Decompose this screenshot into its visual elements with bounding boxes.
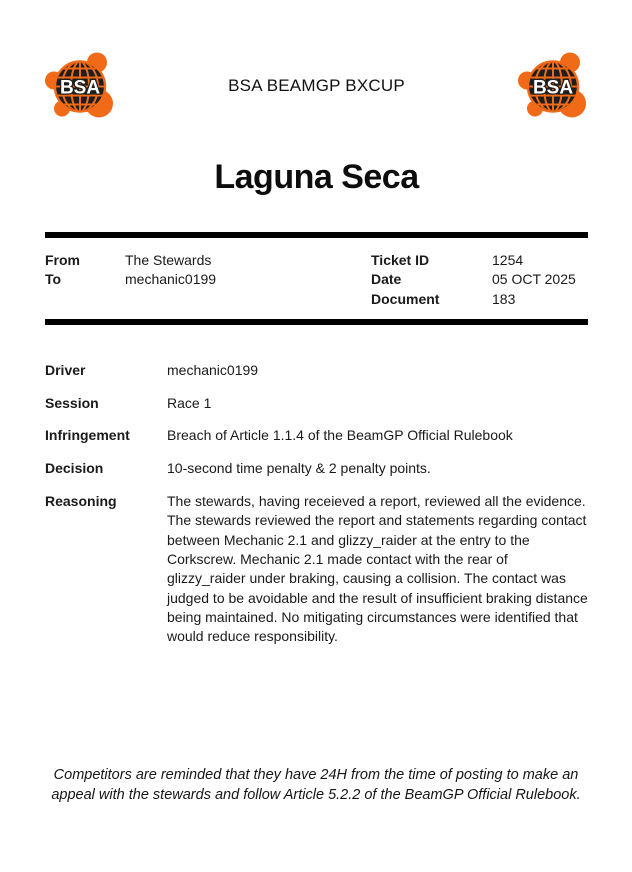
meta-row-document (371, 290, 588, 309)
meta-value-ticket-id: 1254 (492, 252, 524, 268)
series-title: BSA BEAMGP BXCUP (228, 75, 405, 95)
field-row-driver (45, 361, 588, 380)
field-value-infringement: Breach of Article 1.1.4 of the BeamGP Official Rulebook (167, 427, 513, 444)
field-label-reasoning: Reasoning (45, 493, 117, 510)
field-row-infringement (45, 426, 588, 445)
meta-row-date (371, 270, 588, 289)
meta-column-right (371, 251, 588, 309)
logo-text: BSA (59, 77, 101, 99)
meta-section (45, 238, 588, 319)
meta-column-left (45, 251, 371, 309)
field-label-decision: Decision (45, 460, 104, 477)
meta-label-document: Document (371, 290, 440, 307)
divider-bar-bottom (45, 319, 588, 325)
field-value-driver: mechanic0199 (167, 361, 259, 378)
meta-label-from: From (45, 252, 80, 268)
meta-value-from: The Stewards (125, 252, 212, 268)
meta-label-ticket-id: Ticket ID (371, 252, 430, 268)
meta-row-ticket-id (371, 251, 588, 270)
decision-fields (45, 361, 588, 647)
meta-row-to (45, 270, 371, 289)
meta-label-date: Date (371, 271, 402, 288)
field-label-driver: Driver (45, 361, 86, 378)
field-row-decision (45, 459, 588, 478)
appeal-reminder-note: Competitors are reminded that they have 24H from the time of posting to make an appeal with the stewards and follow Article 5.2.2 of the BeamGP Official Rulebook. (51, 767, 581, 803)
logo-text: BSA (532, 77, 574, 99)
meta-label-to: To (45, 271, 62, 288)
field-value-decision: 10-second time penalty & 2 penalty points. (167, 460, 431, 477)
meta-value-document: 183 (492, 290, 516, 307)
bsa-globe-logo-left (45, 50, 115, 121)
field-label-session: Session (45, 394, 99, 411)
page-title: Laguna Seca (214, 158, 419, 196)
meta-value-date: 05 OCT 2025 (492, 271, 576, 288)
meta-row-from (45, 251, 371, 270)
stewards-decision-document (0, 50, 632, 872)
field-value-session: Race 1 (167, 394, 212, 411)
document-header (45, 50, 588, 121)
field-label-infringement: Infringement (45, 427, 130, 444)
field-row-reasoning (45, 492, 588, 646)
field-value-reasoning: The stewards, having receieved a report, reviewed all the evidence. The stewards reviewed the report and statements regarding contact between Mechanic 2.1 and glizzy_raider at the entry to the Corkscrew. Mechanic 2.1 made contact with the rear of glizzy_raider under braking, causing a collision. The contact was judged to be avoidable and the result of insufficient braking distance being maintained. No mitigating circumstances were identified that would reduce responsibility. (167, 493, 588, 645)
meta-value-to: mechanic0199 (125, 271, 217, 288)
bsa-globe-logo-right (518, 50, 588, 121)
field-row-session (45, 394, 588, 413)
